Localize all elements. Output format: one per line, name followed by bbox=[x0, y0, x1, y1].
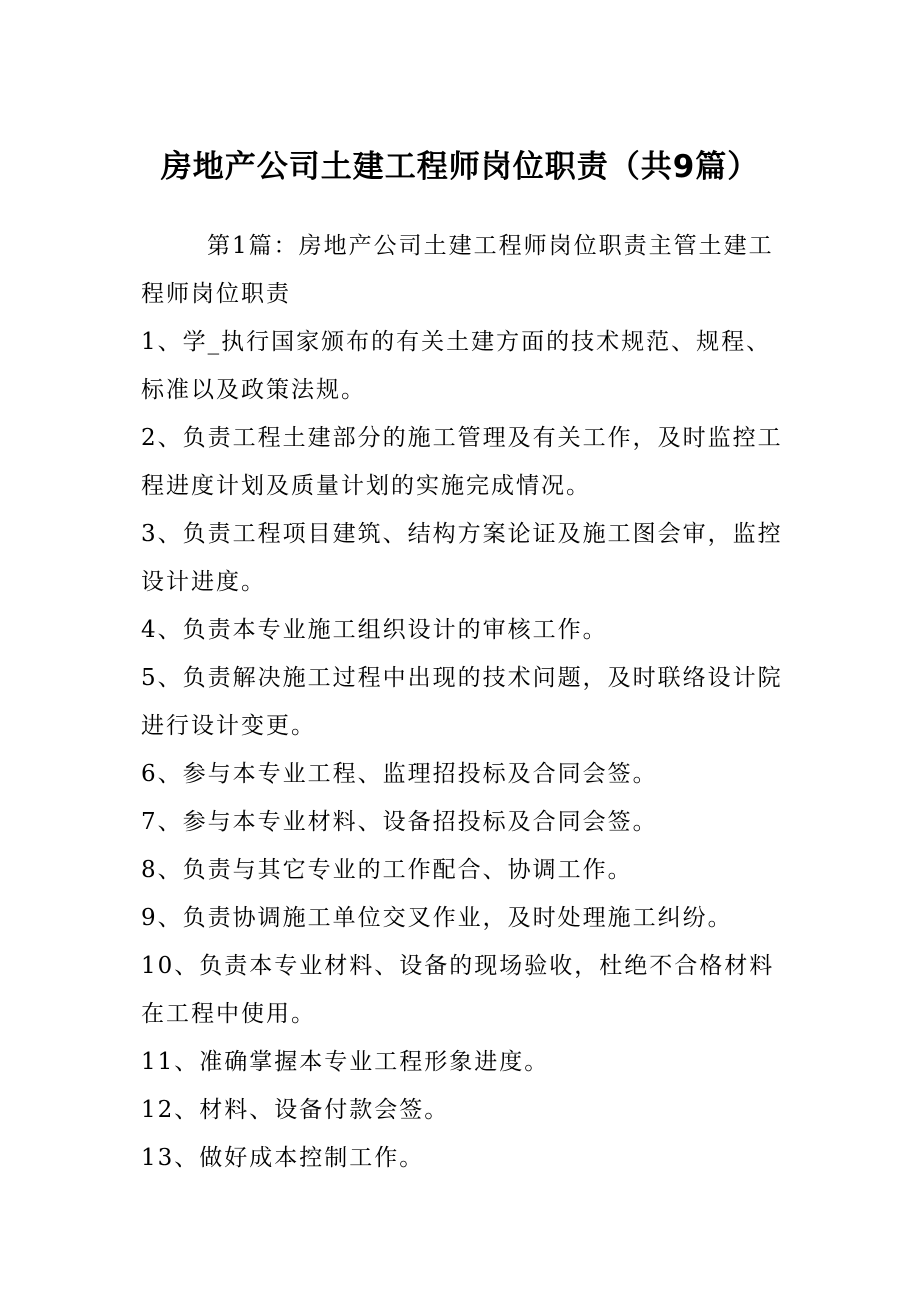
duty-item-11: 11、准确掌握本专业工程形象进度。 bbox=[141, 1049, 550, 1075]
duty-item-13: 13、做好成本控制工作。 bbox=[141, 1145, 425, 1171]
section-heading: 第1篇：房地产公司土建工程师岗位职责主管土建工程师岗位职责 bbox=[141, 233, 774, 307]
duty-item-6: 6、参与本专业工程、监理招投标及合同会签。 bbox=[141, 761, 658, 787]
document-title: 房地产公司土建工程师岗位职责（共9篇） bbox=[160, 149, 760, 185]
duty-item-12: 12、材料、设备付款会签。 bbox=[141, 1097, 450, 1123]
duty-item-7: 7、参与本专业材料、设备招投标及合同会签。 bbox=[141, 809, 658, 835]
duty-item-10: 10、负责本专业材料、设备的现场验收，杜绝不合格材料在工程中使用。 bbox=[141, 953, 775, 1027]
duty-item-8: 8、负责与其它专业的工作配合、协调工作。 bbox=[141, 857, 633, 883]
duty-item-2: 2、负责工程土建部分的施工管理及有关工作，及时监控工程进度计划及质量计划的实施完成情况。 bbox=[141, 425, 783, 499]
duty-item-3: 3、负责工程项目建筑、结构方案论证及施工图会审，监控设计进度。 bbox=[141, 521, 783, 595]
duty-item-1: 1、学_执行国家颁布的有关土建方面的技术规范、规程、标准以及政策法规。 bbox=[141, 329, 772, 403]
duty-item-5: 5、负责解决施工过程中出现的技术问题，及时联络设计院进行设计变更。 bbox=[141, 665, 783, 739]
duty-item-4: 4、负责本专业施工组织设计的审核工作。 bbox=[141, 617, 608, 643]
document-body bbox=[141, 222, 783, 1182]
duty-item-9: 9、负责协调施工单位交叉作业，及时处理施工纠纷。 bbox=[141, 905, 733, 931]
